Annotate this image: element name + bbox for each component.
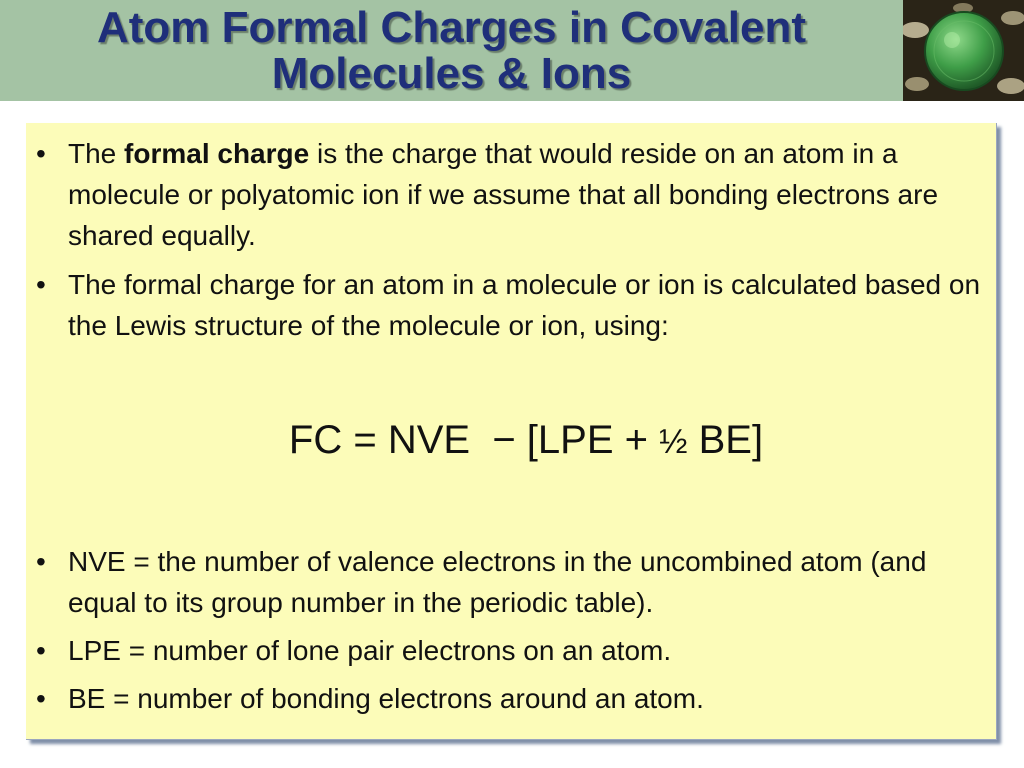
formal-charge-formula: [26, 417, 1024, 465]
slide-title-line-1: Atom Formal Charges in Covalent: [96, 2, 806, 52]
bullet-marker: •: [36, 269, 46, 300]
bullet-text-lead: The: [68, 138, 125, 169]
formula-half: ½: [659, 423, 688, 461]
slide-title-line-2: Molecules & Ions: [271, 48, 632, 98]
green-cell-icon: [903, 0, 1024, 101]
bullet-text: The formal charge for an atom in a molecule or ion is calculated based on the Lewis structure of the molecule or ion, using:: [68, 269, 981, 341]
bullet-marker: •: [36, 683, 46, 714]
bullet-text: BE = number of bonding electrons around an atom.: [68, 683, 704, 714]
list-item: [26, 133, 986, 256]
bullet-text-rest: is the charge that would reside on an atom in a molecule or polyatomic ion if we assume that all bonding electrons are shared equally.: [68, 138, 939, 251]
formula-lhs: FC = NVE: [288, 418, 471, 462]
bullet-text: NVE = the number of valence electrons in the uncombined atom (and equal to its group number in the periodic table).: [68, 546, 927, 618]
list-item: [26, 541, 986, 623]
bullet-marker: •: [36, 546, 46, 577]
bullet-marker: •: [36, 635, 46, 666]
formula-open: [LPE +: [526, 418, 660, 462]
content-panel: [26, 123, 997, 740]
bold-term: formal charge: [124, 138, 310, 169]
bullet-marker: •: [36, 138, 46, 169]
list-item: [26, 264, 986, 346]
formula-close: BE]: [687, 418, 764, 462]
header-cell-image: [903, 0, 1024, 101]
list-item: [26, 630, 986, 671]
formula-minus: −: [492, 418, 516, 462]
slide-title: [0, 0, 903, 101]
bullet-text: LPE = number of lone pair electrons on an atom.: [68, 635, 672, 666]
definition-bullet-list: [26, 541, 986, 726]
intro-bullet-list: [26, 133, 986, 354]
list-item: [26, 678, 986, 719]
